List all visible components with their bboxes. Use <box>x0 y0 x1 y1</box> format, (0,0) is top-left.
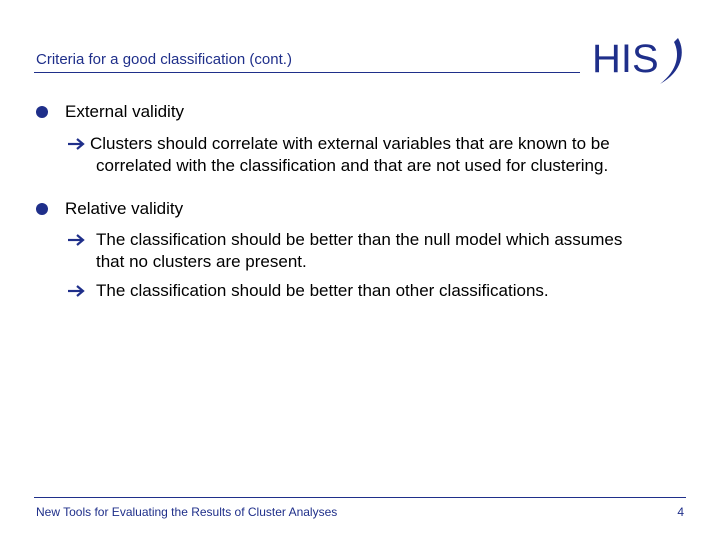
bullet-icon <box>36 106 48 118</box>
right-arrow-icon <box>67 284 87 298</box>
section-heading: Relative validity <box>65 199 184 218</box>
slide-title: Criteria for a good classification (cont.) <box>36 51 292 68</box>
point-line: correlated with the classification and that are not used for clustering. <box>96 156 609 175</box>
footer-title: New Tools for Evaluating the Results of Cluster Analyses <box>36 505 338 519</box>
right-arrow-icon <box>67 233 87 247</box>
point-line: Clusters should correlate with external variables that are known to be <box>90 134 610 153</box>
bullet-icon <box>36 203 48 215</box>
section-heading: External validity <box>65 102 185 121</box>
title-divider <box>34 72 580 73</box>
right-arrow-icon <box>67 137 87 151</box>
his-logo <box>590 34 690 86</box>
point-line: The classification should be better than other classifications. <box>96 281 549 300</box>
logo-text: HIS <box>592 37 659 81</box>
page-number: 4 <box>677 505 684 519</box>
footer-divider <box>34 497 686 498</box>
point-line: The classification should be better than the null model which assumes <box>96 230 623 249</box>
point-line: that no clusters are present. <box>96 252 307 271</box>
